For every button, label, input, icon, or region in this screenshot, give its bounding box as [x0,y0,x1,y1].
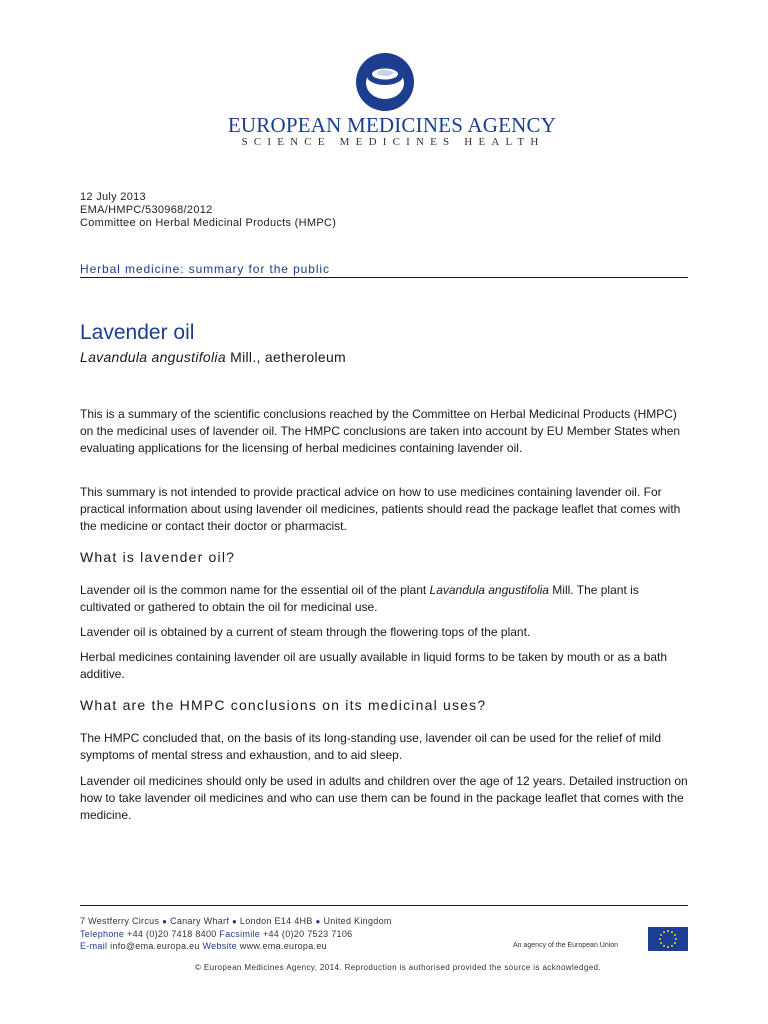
ema-logo-icon [355,52,415,112]
footer-address [80,916,392,926]
intro-paragraph-1: This is a summary of the scientific conclusions reached by the Committee on Herbal Medicinal Products (HMPC) on the medicinal uses of lavender oil. The HMPC conclusions are taken into account by EU Member States when evaluating applications for the licensing of herbal medicines containing lavender oil. [80,407,681,456]
section1-paragraph-1 [80,582,692,616]
address-city: London E14 4HB [239,916,313,926]
section2-paragraph-2: Lavender oil medicines should only be used in adults and children over the age of 12 years. Detailed instruction on how to take lavender oil medicines and who can use them can be found in the package leaflet that comes with the medicine. [80,774,688,823]
address-street: 7 Westferry Circus [80,916,160,926]
email-label: E-mail [80,941,108,951]
page-title: Lavender oil [80,321,195,344]
bullet-icon: ● [231,917,238,926]
fax-number: +44 (0)20 7523 7106 [262,929,353,939]
committee-name: Committee on Herbal Medicinal Products (HMPC) [80,217,337,229]
website-link[interactable]: www.ema.europa.eu [239,941,327,951]
address-area: Canary Wharf [170,916,230,926]
agency-tagline: SCIENCE MEDICINES HEALTH [241,136,545,148]
section-heading-what-is: What is lavender oil? [80,549,236,565]
section1-paragraph-2: Lavender oil is obtained by a current of steam through the flowering tops of the plant. [80,625,531,639]
copyright-notice: © European Medicines Agency, 2014. Reproduction is authorised provided the source is acknowledged. [194,963,602,972]
bullet-icon: ● [315,917,321,926]
eu-flag-icon [648,927,688,951]
fax-label: Facsimile [219,929,261,939]
bullet-icon: ● [162,917,168,926]
eu-agency-note: An agency of the European Union [513,942,619,949]
telephone-number: +44 (0)20 7418 8400 [127,929,217,939]
intro-paragraph-2: This summary is not intended to provide practical advice on how to use medicines containing lavender oil. For practical information about using lavender oil medicines, patients should read the package leaflet that comes with the medicine or contact their doctor or pharmacist. [80,485,681,534]
document-type: Herbal medicine: summary for the public [80,262,330,276]
agency-name: EUROPEAN MEDICINES AGENCY [227,113,557,137]
website-label: Website [202,941,237,951]
footer-phone-line [80,929,352,939]
section-heading-conclusions: What are the HMPC conclusions on its medicinal uses? [80,697,487,713]
address-country: United Kingdom [323,916,392,926]
footer-divider [80,905,688,906]
page-subtitle [80,349,346,365]
header-divider [80,277,688,278]
subtitle-rest: Mill., aetheroleum [225,349,347,365]
document-date: 12 July 2013 [80,191,146,203]
telephone-label: Telephone [80,929,125,939]
document-reference: EMA/HMPC/530968/2012 [80,204,213,216]
subtitle-latin-name: Lavandula angustifolia [80,349,226,365]
footer-contact-line [80,941,327,951]
section1-p1-text: Lavender oil is the common name for the essential oil of the plant [80,583,430,597]
section2-paragraph-1: The HMPC concluded that, on the basis of its long-standing use, lavender oil can be used for the relief of mild symptoms of mental stress and exhaustion, and to aid sleep. [80,731,661,763]
section1-p1-text-end: Mill. The plant is cultivated or gathered to obtain the oil for medicinal use. [80,583,639,615]
section1-paragraph-3: Herbal medicines containing lavender oil are usually available in liquid forms to be taken by mouth or as a bath additive. [80,650,667,682]
section1-p1-latin: Lavandula angustifolia [429,583,549,597]
email-link[interactable]: info@ema.europa.eu [110,941,200,951]
